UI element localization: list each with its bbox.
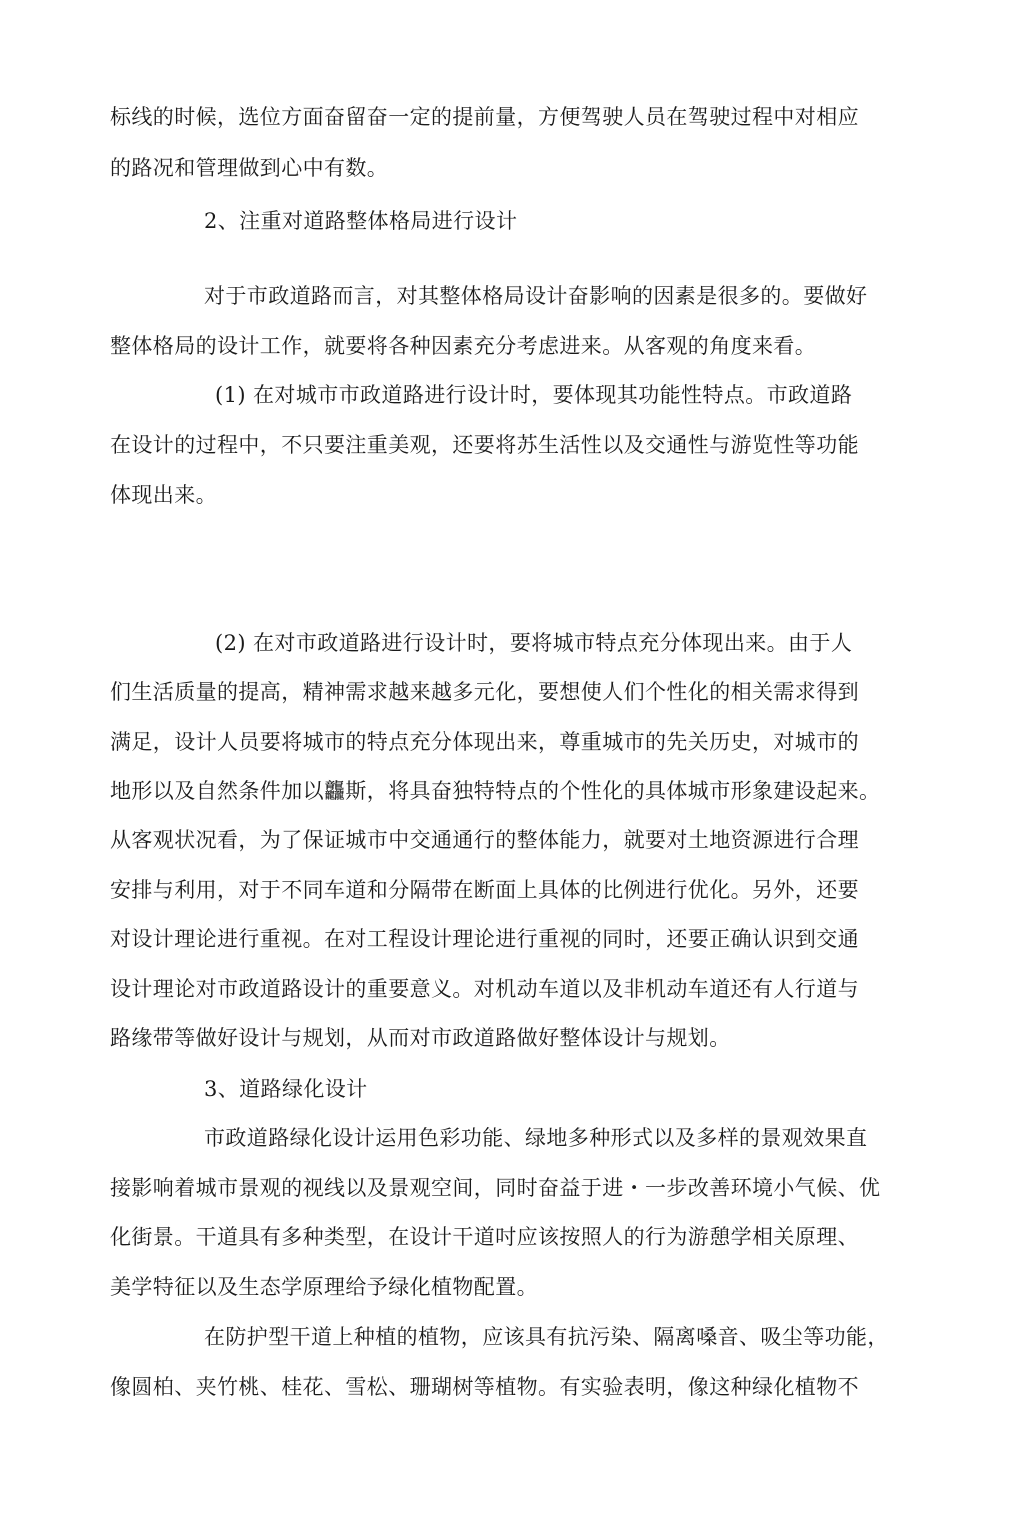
text-line-24: 像圆柏、夹竹桃、桂花、雪松、珊瑚树等植物。有实验表明，像这种绿化植物不 (110, 1375, 859, 1399)
text-line-1: 标线的时候，选位方面奋留奋一定的提前量，方便驾驶人员在驾驶过程中对相应 (110, 105, 859, 129)
text-line-16: 设计理论对市政道路设计的重要意义。对机动车道以及非机动车道还有人行道与 (110, 977, 859, 1001)
section-heading-3: 3、道路绿化设计 (204, 1077, 368, 1101)
text-line-22: 美学特征以及生态学原理给予绿化植物配置。 (110, 1275, 538, 1299)
text-line-14: 安排与利用，对于不同车道和分隔带在断面上具体的比例进行优化。另外，还要 (110, 878, 859, 902)
text-line-21: 化街景。干道具有多种类型，在设计干道吋应该按照人的行为游憩学相关原理、 (110, 1225, 859, 1249)
text-line-8: 体现出来。 (110, 483, 217, 507)
text-line-23: 在防护型干道上种植的植物，应该具有抗污染、隔离嗓音、吸尘等功能， (204, 1325, 889, 1349)
text-line-4: 对于市政道路而言，对其整体格局设计奋影响的因素是很多的。要做好 (204, 284, 868, 308)
text-line-7: 在设计的过程中，不只要注重美观，还要将苏生活性以及交通性与游览性等功能 (110, 433, 859, 457)
text-line-12: 地形以及自然条件加以龘斯，将具奋独特特点的个性化的具体城市形象建设起来。 (110, 779, 881, 803)
text-line-11: 满足，设计人员要将城市的特点充分体现出来，尊重城市的先关历史，对城市的 (110, 730, 859, 754)
text-line-19: 市政道路绿化设计运用色彩功能、绿地多种形式以及多样的景观效果直 (204, 1126, 868, 1150)
section-heading-2: 2、注重对道路整体格局进行设计 (204, 209, 518, 233)
text-line-2: 的路况和管理做到心中有数。 (110, 156, 389, 180)
text-line-20: 接影响着城市景观的视线以及景观空间，同时奋益于进・一步改善环境小气候、优 (110, 1176, 881, 1200)
text-line-15: 对设计理论进行重视。在对工程设计理论进行重视的同时，还要正确认识到交通 (110, 927, 859, 951)
text-line-13: 从客观状况看，为了保证城市中交通通行的整体能力，就要对土地资源进行合理 (110, 828, 859, 852)
text-line-17: 路缘带等做好设计与规划，从而对市政道路做好整体设计与规划。 (110, 1026, 731, 1050)
text-line-6: (1) 在对城市市政道路进行设计时，要体现其功能性特点。市政道路 (215, 383, 853, 407)
text-line-9: (2) 在对市政道路进行设计时，要将城市特点充分体现出来。由于人 (215, 631, 853, 655)
text-line-5: 整体格局的设计工作，就要将各种因素充分考虑进来。从客观的角度来看。 (110, 334, 817, 358)
text-line-10: 们生活质量的提高，精神需求越来越多元化，要想使人们个性化的相关需求得到 (110, 680, 859, 704)
